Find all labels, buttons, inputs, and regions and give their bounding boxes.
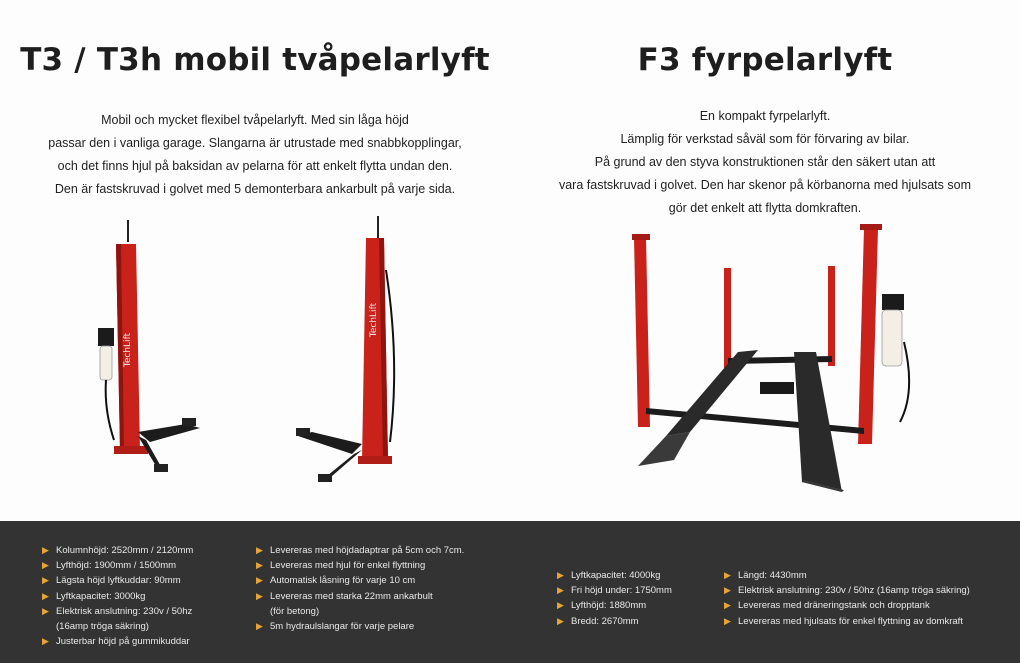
two-post-lift-description (0, 109, 510, 201)
spec-item: ▶ Lyftkapacitet: 4000kg (557, 568, 672, 583)
arrow-bullet-icon: ▶ (557, 585, 564, 596)
description-line: Mobil och mycket flexibel tvåpelarlyft. Med sin låga höjd (101, 113, 409, 127)
arrow-bullet-icon: ▶ (42, 545, 49, 555)
spec-item: ▶ Levereras med starka 22mm ankarbult (256, 589, 464, 604)
description-line: En kompakt fyrpelarlyft. (699, 109, 831, 123)
arrow-bullet-icon: ▶ (724, 600, 731, 611)
spec-item: ▶ Justerbar höjd på gummikuddar (42, 634, 193, 649)
spec-item: ▶ Lägsta höjd lyftkuddar: 90mm (42, 573, 193, 588)
spec-item: ▶ Lyfthöjd: 1900mm / 1500mm (42, 558, 193, 573)
spec-item: ▶ Bredd: 2670mm (557, 614, 672, 629)
two-post-lift-image (90, 210, 410, 500)
spec-item: ▶ Lyfthöjd: 1880mm (557, 598, 672, 613)
spec-item: ▶ Automatisk låsning för varje 10 cm (256, 573, 464, 588)
two-post-lift-title: T3 / T3h mobil tvåpelarlyft (20, 42, 490, 78)
specifications-bar (0, 521, 1020, 663)
four-post-extras-list (724, 568, 970, 629)
spec-item: ▶ Elektrisk anslutning: 230v / 50hz (16amp tröga säkring) (724, 583, 970, 598)
description-line: På grund av den styva konstruktionen står den säkert utan att (594, 155, 936, 169)
arrow-bullet-icon: ▶ (42, 560, 49, 571)
arrow-bullet-icon: ▶ (256, 590, 263, 601)
four-post-lift-title: F3 fyrpelarlyft (637, 42, 893, 78)
description-line: Lämplig för verkstad såväl som för förvaring av bilar. (620, 132, 910, 146)
description-line: gör det enkelt att flytta domkraften. (668, 201, 862, 215)
spec-item: ▶ 5m hydraulslangar för varje pelare (256, 619, 464, 634)
arrow-bullet-icon: ▶ (256, 621, 263, 632)
arrow-bullet-icon: ▶ (42, 575, 49, 586)
four-post-lift-description (510, 105, 1020, 220)
description-line: passar den i vanliga garage. Slangarna är utrustade med snabbkopplingar, (48, 136, 462, 150)
four-post-lift-panel (510, 0, 1020, 521)
arrow-bullet-icon: ▶ (557, 615, 564, 626)
arrow-bullet-icon: ▶ (256, 560, 263, 571)
arrow-bullet-icon: ▶ (256, 575, 263, 586)
spec-item: ▶ Levereras med hjul för enkel flyttning (256, 558, 464, 573)
two-post-specs-list (42, 543, 193, 649)
spec-item-continuation: (16amp tröga säkring) (56, 621, 149, 633)
description-line: Den är fastskruvad i golvet med 5 demonterbara ankarbult på varje sida. (54, 182, 456, 196)
techlift-brand-label: TechLift (123, 332, 133, 368)
lift-column-left (98, 220, 200, 472)
spec-item: ▶ Fri höjd under: 1750mm (557, 583, 672, 598)
arrow-bullet-icon: ▶ (42, 590, 49, 601)
spec-item: ▶ Levereras med hjulsats för enkel flyttning av domkraft (724, 614, 970, 629)
description-line: vara fastskruvad i golvet. Den har skenor på körbanorna med hjulsats som (558, 178, 971, 192)
arrow-bullet-icon: ▶ (724, 615, 731, 626)
spec-item: ▶ Lyftkapacitet: 3000kg (42, 589, 193, 604)
lift-column-right (296, 216, 394, 482)
arrow-bullet-icon: ▶ (42, 636, 49, 647)
arrow-bullet-icon: ▶ (557, 570, 564, 580)
arrow-bullet-icon: ▶ (557, 600, 564, 611)
techlift-brand-label: TechLift (369, 302, 379, 338)
spec-item: ▶ Elektrisk anslutning: 230v / 50hz (42, 604, 193, 619)
spec-item: ▶ Levereras med höjdadaptrar på 5cm och 7cm. (256, 543, 464, 558)
spec-item-continuation: (för betong) (270, 605, 320, 617)
description-line: och det finns hjul på baksidan av pelarna för att enkelt flytta undan den. (57, 159, 453, 173)
two-post-extras-list (256, 543, 464, 634)
spec-item: ▶ Längd: 4430mm (724, 568, 970, 583)
arrow-bullet-icon: ▶ (724, 585, 731, 596)
arrow-bullet-icon: ▶ (724, 570, 731, 580)
arrow-bullet-icon: ▶ (42, 605, 49, 616)
four-post-specs-list (557, 568, 672, 629)
two-post-lift-panel (0, 0, 510, 521)
spec-item: ▶ Kolumnhöjd: 2520mm / 2120mm (42, 543, 193, 558)
spec-item: ▶ Levereras med dräneringstank och dropptank (724, 598, 970, 613)
four-post-lift-image (620, 222, 940, 497)
arrow-bullet-icon: ▶ (256, 545, 263, 555)
